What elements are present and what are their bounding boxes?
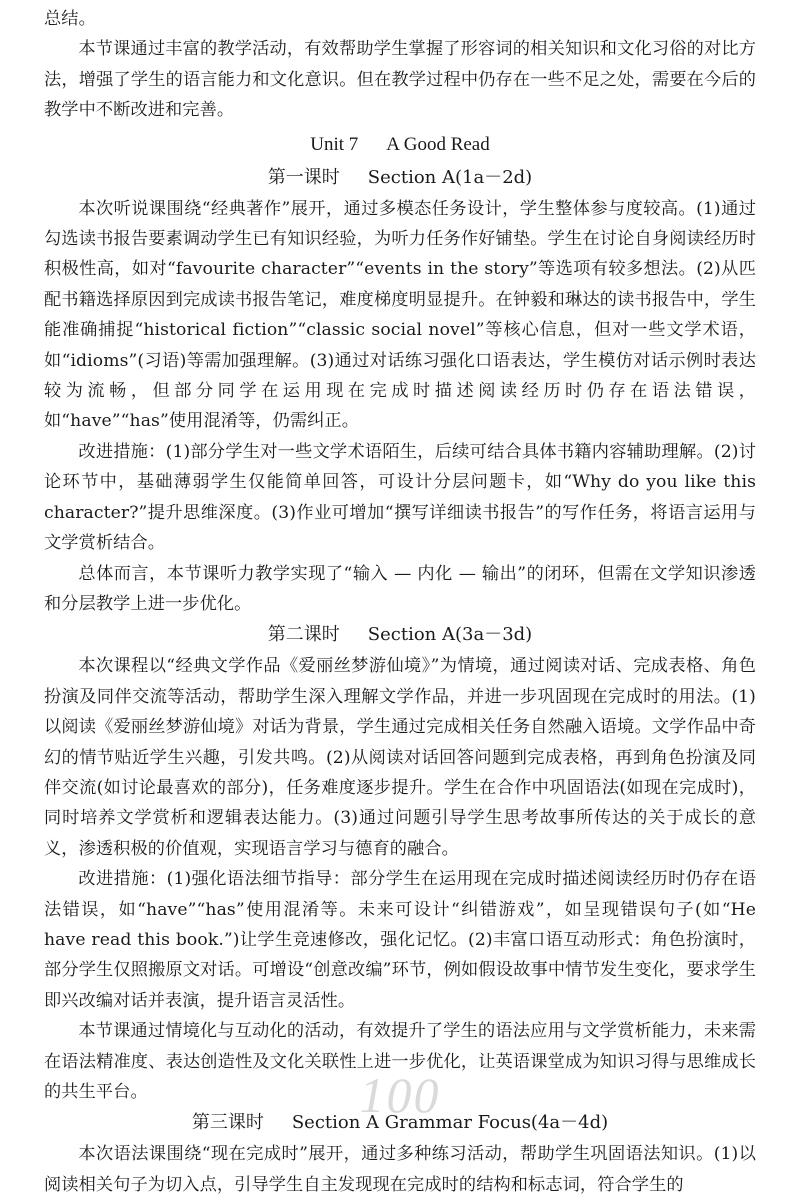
paragraph-summary-end: 总结。 [44,9,96,29]
lesson3-paragraph: 本次语法课围绕“现在完成时”展开，通过多种练习活动，帮助学生巩固语法知识。(1)以阅读相关句子为切入点，引导学生自主发现现在完成时的结构和标志词，符合学生的 [44,1144,756,1195]
unit-title [44,128,756,162]
lesson1-title: 第一课时 [267,166,340,188]
lesson1-paragraph: 总体而言，本节课听力教学实现了“输入 — 内化 — 输出”的闭环，但需在文学知识渗透和分层教学上进一步优化。 [44,563,756,614]
lesson2-paragraph: 本节课通过情境化与互动化的活动，有效提升了学生的语法应用与文学赏析能力，未来需在语法精准度、表达创造性及文化关联性上进一步优化，让英语课堂成为知识习得与思维成长的共生平台。 [44,1021,756,1102]
lesson3-section: Section A Grammar Focus(4a－4d) [291,1112,609,1134]
lesson3-title: 第三课时 [191,1112,264,1134]
unit-label: Unit 7 [310,133,359,155]
lesson1-paragraph: 改进措施：(1)部分学生对一些文学术语陌生，后续可结合具体书籍内容辅助理解。(2)讨论环节中，基础薄弱学生仅能简单回答，可设计分层问题卡，如“Why do you like this character?”提升思维深度。(3)作业可增加“撰写详细读书报告”的写作任务，将语言运用与文学赏析结合。 [44,441,756,554]
unit-name: A Good Read [386,133,490,155]
lesson2-paragraph: 改进措施：(1)强化语法细节指导：部分学生在运用现在完成时描述阅读经历时仍存在语法错误，如“have”“has”使用混淆等。未来可设计“纠错游戏”，如呈现错误句子(如“He have read this book.”)让学生竞速修改，强化记忆。(2)丰富口语互动形式：角色扮演时，部分学生仅照搬原文对话。可增设“创意改编”环节，例如假设故事中情节发生变化，要求学生即兴改编对话并表演，提升语言灵活性。 [44,869,756,1011]
lesson3-heading [44,1107,756,1139]
lesson1-paragraph: 本次听说课围绕“经典著作”展开，通过多模态任务设计，学生整体参与度较高。(1)通过勾选读书报告要素调动学生已有知识经验，为听力任务作好铺垫。学生在讨论自身阅读经历时积极性高，如对“favourite character”“events in the story”等选项有较多想法。(2)从匹配书籍选择原因到完成读书报告笔记，难度梯度明显提升。在钟毅和琳达的读书报告中，学生能准确捕捉“historical fiction”“classic social novel”等核心信息，但对一些文学术语，如“idioms”(习语)等需加强理解。(3)通过对话练习强化口语表达，学生模仿对话示例时表达较为流畅，但部分同学在运用现在完成时描述阅读经历时仍存在语法错误，如“have”“has”使用混淆等，仍需纠正。 [44,198,756,432]
lesson1-section: Section A(1a－2d) [367,166,533,188]
lesson1-heading [44,162,756,194]
document-page [44,4,756,1200]
paragraph-conclusion: 本节课通过丰富的教学活动，有效帮助学生掌握了形容词的相关知识和文化习俗的对比方法，增强了学生的语言能力和文化意识。但在教学过程中仍存在一些不足之处，需要在今后的教学中不断改进和完善。 [44,39,756,121]
page-number: 100 [359,1067,441,1123]
lesson2-section: Section A(3a－3d) [367,624,533,646]
lesson2-heading [44,619,756,651]
lesson2-paragraph: 本次课程以“经典文学作品《爱丽丝梦游仙境》”为情境，通过阅读对话、完成表格、角色扮演及同伴交流等活动，帮助学生深入理解文学作品，并进一步巩固现在完成时的用法。(1)以阅读《爱丽丝梦游仙境》对话为背景，学生通过完成相关任务自然融入语境。文学作品中奇幻的情节贴近学生兴趣，引发共鸣。(2)从阅读对话回答问题到完成表格，再到角色扮演及同伴交流(如讨论最喜欢的部分)，任务难度逐步提升。学生在合作中巩固语法(如现在完成时)，同时培养文学赏析和逻辑表达能力。(3)通过问题引导学生思考故事所传达的关于成长的意义，渗透积极的价值观，实现语言学习与德育的融合。 [44,656,756,859]
lesson2-title: 第二课时 [267,624,340,646]
